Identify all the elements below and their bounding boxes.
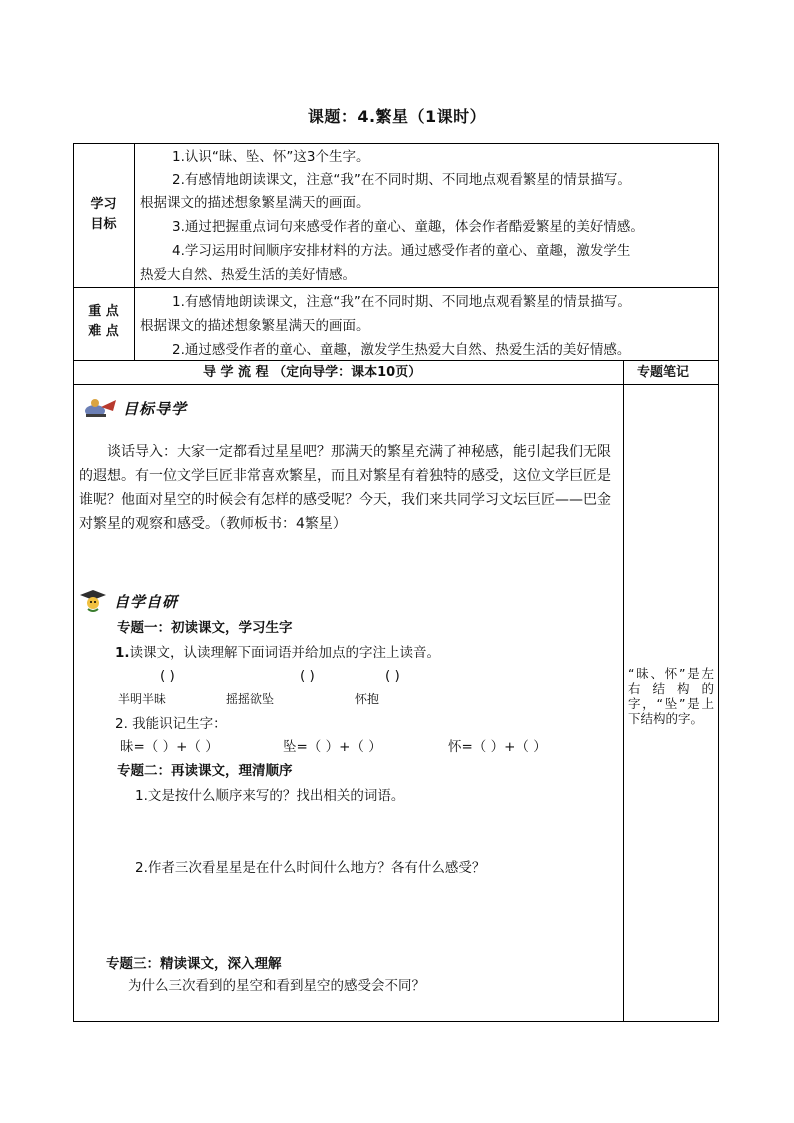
objective-item: 3.通过把握重点词句来感受作者的童心、童趣，体会作者酷爱繁星的美好情感。 (172, 219, 644, 235)
vocab-word: 摇摇欲坠 (226, 692, 275, 706)
topic-3-heading: 专题三：精读课文，深入理解 (106, 956, 282, 972)
teacher-icon (83, 397, 117, 419)
goal-section-badge (83, 397, 187, 419)
pinyin-blank: ( ) (300, 668, 315, 684)
topic-2-heading: 专题二：再读课文，理清顺序 (117, 763, 293, 779)
char-decomposition: 昧=（ ）+（ ） (120, 739, 219, 755)
goal-section-title: 目标导学 (123, 399, 188, 418)
self-study-badge (78, 590, 178, 612)
notes-header: 专题笔记 (637, 365, 690, 380)
question-2: 2. 我能识记生字： (115, 716, 227, 732)
objective-item: 1.认识“昧、坠、怀”这3个生字。 (172, 149, 370, 165)
pinyin-blank: ( ) (160, 668, 175, 684)
vocab-word: 怀抱 (355, 692, 380, 706)
vocab-word: 半明半昧 (118, 692, 167, 706)
col-divider (623, 360, 624, 1022)
topic-2-question-1: 1.文是按什么顺序来写的？找出相关的词语。 (135, 788, 405, 804)
graduate-icon (78, 589, 108, 613)
side-note: “昧、怀”是左右结构的字，“坠”是上下结构的字。 (628, 666, 714, 726)
objectives-label: 学习 目标 (90, 197, 117, 232)
topic-2-question-2: 2.作者三次看星星是在什么时间什么地方？各有什么感受？ (135, 860, 486, 876)
keypoint-item: 根据课文的描述想象繁星满天的画面。 (140, 318, 370, 334)
keypoint-item: 2.通过感受作者的童心、童趣，激发学生热爱大自然、热爱生活的美好情感。 (172, 342, 631, 358)
pinyin-blank: ( ) (385, 668, 400, 684)
objective-item: 4.学习运用时间顺序安排材料的方法。通过感受作者的童心、童趣，激发学生 (172, 243, 631, 259)
objective-item: 热爱大自然、热爱生活的美好情感。 (140, 267, 356, 283)
page-title: 课题：4.繁星（1课时） (307, 107, 487, 126)
intro-paragraph: 谈话导入：大家一定都看过星星吧？那满天的繁星充满了神秘感，能引起我们无限的遐想。有一位文学巨匠非常喜欢繁星，而且对繁星有着独特的感受，这位文学巨匠是谁呢？他面对星空的时候会有怎样的感受呢？今天，我们来共同学习文坛巨匠——巴金对繁星的观察和感受。（教师板书：4繁星） (79, 444, 611, 532)
row-divider (73, 287, 719, 288)
char-decomposition: 坠=（ ）+（ ） (283, 739, 382, 755)
question-1: 1.读课文，认读理解下面词语并给加点的字注上读音。 (115, 645, 441, 661)
objective-item: 2.有感情地朗读课文，注意“我”在不同时期、不同地点观看繁星的情景描写。 (172, 172, 631, 188)
flow-header: 导 学 流 程 （定向导学：课本10页） (203, 365, 422, 380)
topic-1-heading: 专题一：初读课文，学习生字 (117, 620, 293, 636)
col-divider (134, 143, 135, 360)
objective-item: 根据课文的描述想象繁星满天的画面。 (140, 195, 370, 211)
keypoint-item: 1.有感情地朗读课文，注意“我”在不同时期、不同地点观看繁星的情景描写。 (172, 294, 631, 310)
topic-3-question-1: 为什么三次看到的星空和看到星空的感受会不同？ (128, 978, 425, 994)
keypoints-label: 重 点 难 点 (88, 304, 119, 339)
self-study-title: 自学自研 (114, 592, 179, 611)
char-decomposition: 怀=（ ）+（ ） (448, 739, 547, 755)
